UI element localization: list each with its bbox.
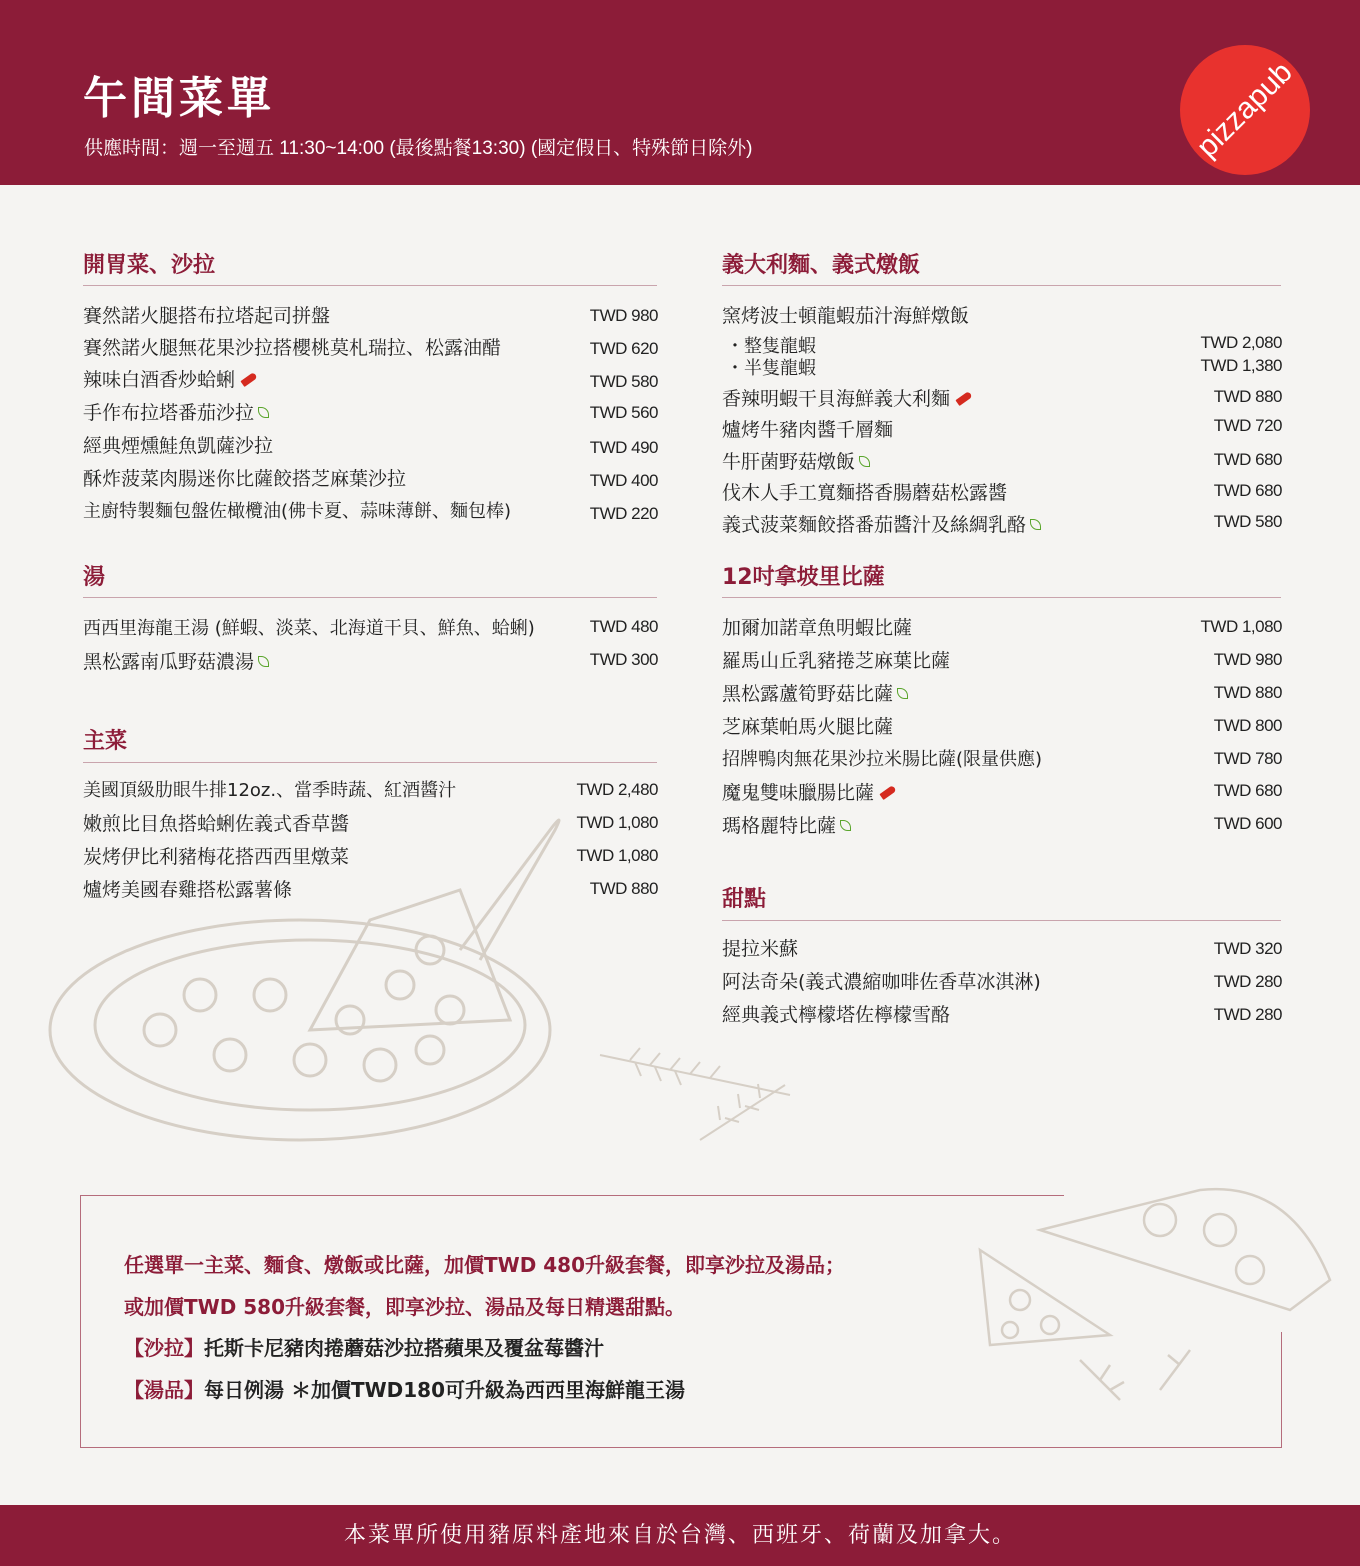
promo-soup-label: 【湯品】 — [124, 1378, 204, 1402]
menu-item-price: TWD 980 — [1213, 650, 1282, 669]
menu-item — [722, 1000, 950, 1027]
menu-item-price: TWD 600 — [1213, 814, 1282, 833]
chili-icon — [955, 391, 972, 406]
section-divider — [83, 762, 657, 763]
menu-item — [83, 365, 257, 392]
service-hours: 供應時間：週一至週五 11:30~14:00 (最後點餐13:30) (國定假日、特殊節日除外) — [84, 138, 753, 159]
menu-item-price: TWD 680 — [1213, 781, 1282, 800]
menu-item-price: TWD 880 — [1213, 683, 1282, 702]
menu-item-price: TWD 1,380 — [1200, 356, 1282, 375]
menu-item — [722, 712, 893, 739]
menu-item — [83, 842, 349, 869]
menu-item-price: TWD 280 — [1213, 1005, 1282, 1024]
menu-item — [722, 384, 972, 411]
menu-item-name: 爐烤牛豬肉醬千層麵 — [722, 419, 894, 441]
menu-item-name: 經典煙燻鮭魚凱薩沙拉 — [83, 435, 274, 457]
menu-item — [83, 431, 273, 458]
menu-item-name: 義式菠菜麵餃搭番茄醬汁及絲綢乳酪 — [722, 514, 1027, 536]
promo-salad — [124, 1332, 604, 1361]
menu-item-name: 辣味白酒香炒蛤蜊 — [83, 369, 236, 391]
menu-item-name: 窯烤波士頓龍蝦茄汁海鮮燉飯 — [722, 305, 970, 327]
rosemary-sketch-illustration — [590, 1040, 810, 1150]
menu-item-name: 芝麻葉帕馬火腿比薩 — [722, 716, 894, 738]
menu-item-price: TWD 580 — [1213, 512, 1282, 531]
menu-item — [83, 301, 330, 328]
menu-item-price: TWD 800 — [1213, 716, 1282, 735]
menu-item-price: TWD 280 — [1213, 972, 1282, 991]
menu-item-name: 經典義式檸檬塔佐檸檬雪酪 — [722, 1004, 951, 1026]
vegetarian-leaf-icon — [258, 407, 269, 418]
menu-item — [722, 478, 1007, 505]
menu-item-name: 西西里海龍王湯 (鮮蝦、淡菜、北海道干貝、鮮魚、蛤蜊) — [83, 618, 535, 639]
promo-soup-text: 每日例湯 ＊加價TWD180可升級為西西里海鮮龍王湯 — [204, 1378, 686, 1402]
menu-item-name: 牛肝菌野菇燉飯 — [722, 451, 856, 473]
promo-box-top-border — [80, 1195, 1064, 1196]
section-divider — [722, 920, 1281, 921]
menu-item — [722, 778, 896, 805]
vegetarian-leaf-icon — [859, 456, 870, 467]
menu-item — [722, 811, 851, 838]
menu-item — [722, 679, 908, 706]
menu-item — [83, 333, 501, 360]
menu-item-name: 招牌鴨肉無花果沙拉米腸比薩(限量供應) — [722, 749, 1043, 770]
menu-item-price: TWD 680 — [1213, 481, 1282, 500]
menu-item-name: 手作布拉塔番茄沙拉 — [83, 402, 255, 424]
menu-item-name: 魔鬼雙味臘腸比薩 — [722, 782, 875, 804]
footer-origin-note: 本菜單所使用豬原料產地來自於台灣、西班牙、荷蘭及加拿大。 — [0, 1505, 1360, 1566]
menu-item — [722, 301, 969, 328]
section-title-soup: 湯 — [83, 565, 106, 590]
menu-item-price: TWD 620 — [589, 339, 658, 358]
menu-item — [83, 464, 406, 491]
menu-item-name: 炭烤伊比利豬梅花搭西西里燉菜 — [83, 846, 350, 868]
menu-item-price: TWD 320 — [1213, 939, 1282, 958]
page-title: 午間菜單 — [83, 73, 275, 124]
chili-icon — [240, 372, 257, 387]
logo-text: pizzapub — [1190, 55, 1299, 164]
menu-item-price: TWD 1,080 — [1200, 617, 1282, 636]
menu-item-name: 加爾加諾章魚明蝦比薩 — [722, 617, 913, 639]
menu-item-name: 提拉米蘇 — [722, 938, 799, 960]
menu-item-name: 黑松露南瓜野菇濃湯 — [83, 651, 255, 673]
menu-item-name: 伐木人手工寬麵搭香腸蘑菇松露醬 — [722, 482, 1008, 504]
menu-item-name: 酥炸菠菜肉腸迷你比薩餃搭芝麻葉沙拉 — [83, 468, 407, 490]
section-divider — [722, 285, 1281, 286]
vegetarian-leaf-icon — [258, 656, 269, 667]
menu-item-name: 賽然諾火腿搭布拉塔起司拼盤 — [83, 305, 331, 327]
menu-item — [722, 967, 1041, 994]
section-divider — [722, 597, 1281, 598]
menu-item-price: TWD 560 — [589, 403, 658, 422]
section-title-pasta: 義大利麵、義式燉飯 — [722, 253, 921, 278]
menu-item-option: ・半隻龍蝦 — [726, 358, 816, 379]
section-divider — [83, 285, 657, 286]
menu-item — [83, 398, 269, 425]
header-banner — [0, 0, 1360, 185]
menu-item-price: TWD 300 — [589, 650, 658, 669]
menu-item — [722, 646, 950, 673]
menu-item — [722, 613, 912, 640]
promo-salad-label: 【沙拉】 — [124, 1336, 204, 1360]
promo-upgrade-480: 任選單一主菜、麵食、燉飯或比薩，加價TWD 480升級套餐，即享沙拉及湯品； — [124, 1253, 846, 1277]
promo-soup — [124, 1374, 685, 1403]
menu-item-price: TWD 980 — [589, 306, 658, 325]
menu-item — [722, 934, 798, 961]
menu-item-name: 賽然諾火腿無花果沙拉搭櫻桃莫札瑞拉、松露油醋 — [83, 337, 502, 359]
menu-item-price: TWD 490 — [589, 438, 658, 457]
menu-item-price: TWD 720 — [1213, 416, 1282, 435]
set-menu-promo-box — [80, 1195, 1282, 1448]
vegetarian-leaf-icon — [840, 820, 851, 831]
menu-item-price: TWD 400 — [589, 471, 658, 490]
menu-item — [83, 614, 535, 640]
section-title-pizza: 12吋拿坡里比薩 — [722, 565, 885, 590]
vegetarian-leaf-icon — [1030, 519, 1041, 530]
menu-item-name: 爐烤美國春雞搭松露薯條 — [83, 879, 293, 901]
menu-item — [83, 776, 456, 802]
menu-item — [83, 497, 511, 523]
promo-salad-text: 托斯卡尼豬肉捲蘑菇沙拉搭蘋果及覆盆莓醬汁 — [204, 1336, 604, 1360]
menu-item-name: 美國頂級肋眼牛排12oz.、當季時蔬、紅酒醬汁 — [83, 780, 457, 801]
menu-item-price: TWD 580 — [589, 372, 658, 391]
menu-item-price: TWD 780 — [1213, 749, 1282, 768]
menu-item-price: TWD 880 — [589, 879, 658, 898]
menu-item-price: TWD 1,080 — [576, 846, 658, 865]
menu-item-name: 瑪格麗特比薩 — [722, 815, 837, 837]
menu-item-price: TWD 480 — [589, 617, 658, 636]
menu-item-name: 羅馬山丘乳豬捲芝麻葉比薩 — [722, 650, 951, 672]
menu-item-name: 阿法奇朵(義式濃縮咖啡佐香草冰淇淋) — [722, 971, 1041, 993]
menu-item-price: TWD 220 — [589, 504, 658, 523]
section-title-dessert: 甜點 — [722, 887, 767, 912]
menu-item-price: TWD 2,080 — [1200, 333, 1282, 352]
menu-item — [83, 809, 349, 836]
menu-item-price: TWD 680 — [1213, 450, 1282, 469]
menu-item-name: 黑松露蘆筍野菇比薩 — [722, 683, 894, 705]
pizzapub-logo — [1180, 45, 1310, 175]
section-title-mains: 主菜 — [83, 729, 128, 754]
section-title-appetizers: 開胃菜、沙拉 — [83, 253, 216, 278]
menu-item — [722, 447, 870, 474]
menu-item-option: ・整隻龍蝦 — [726, 336, 816, 357]
menu-item-price: TWD 880 — [1213, 387, 1282, 406]
menu-item-name: 香辣明蝦干貝海鮮義大利麵 — [722, 388, 951, 410]
promo-upgrade-580: 或加價TWD 580升級套餐，即享沙拉、湯品及每日精選甜點。 — [124, 1295, 686, 1319]
menu-item-price: TWD 2,480 — [576, 780, 658, 799]
menu-item-name: 嫩煎比目魚搭蛤蜊佐義式香草醬 — [83, 813, 350, 835]
chili-icon — [879, 785, 896, 800]
vegetarian-leaf-icon — [897, 688, 908, 699]
menu-item — [722, 510, 1041, 537]
menu-item — [722, 745, 1042, 771]
menu-item-price: TWD 1,080 — [576, 813, 658, 832]
menu-item — [722, 415, 893, 442]
menu-item — [83, 647, 269, 674]
promo-box-right-border — [1281, 1332, 1282, 1448]
menu-item — [83, 875, 292, 902]
menu-item-name: 主廚特製麵包盤佐橄欖油(佛卡夏、蒜味薄餅、麵包棒) — [83, 501, 512, 522]
section-divider — [83, 597, 657, 598]
